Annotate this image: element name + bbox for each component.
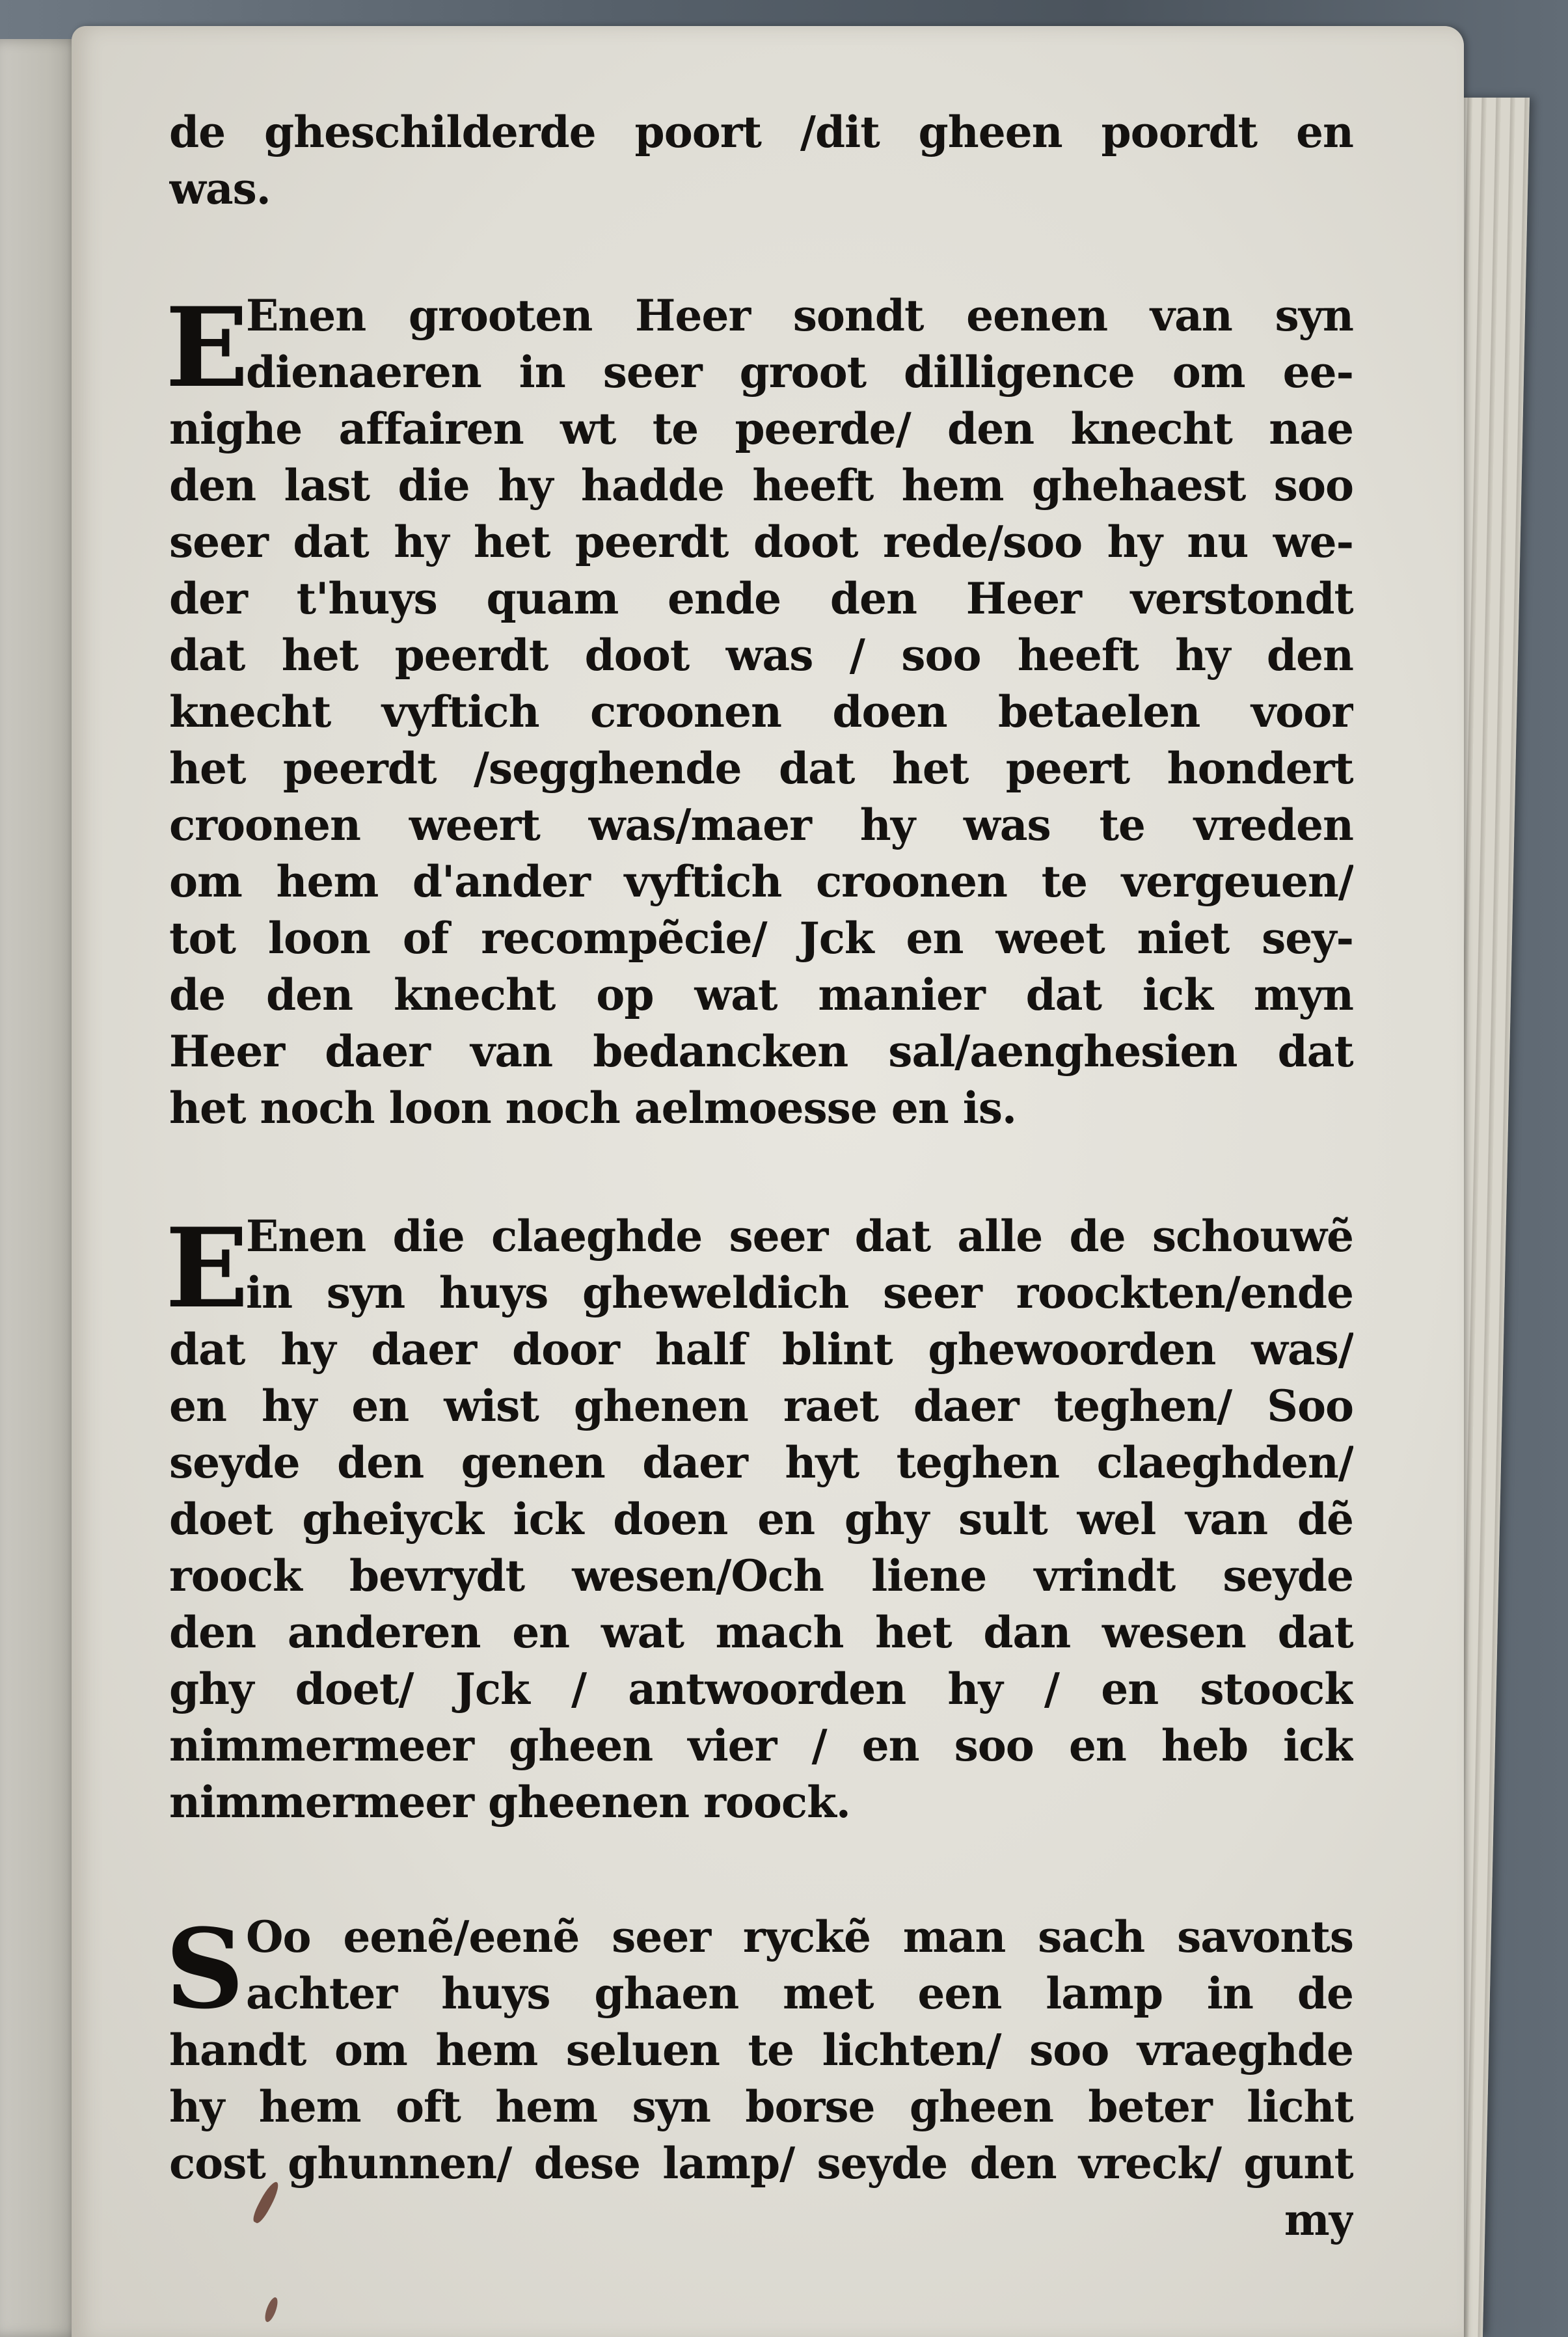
text-line: cost ghunnen/ dese lamp/ seyde den vreck/ gunt bbox=[169, 2138, 1353, 2189]
paragraph-anecdote-lamp bbox=[165, 1904, 1353, 2249]
opening-lines bbox=[169, 104, 1353, 217]
text-line: roock bevrydt wesen/Och liene vrindt seyde bbox=[169, 1550, 1353, 1601]
text-line: den last die hy hadde heeft hem ghehaest soo bbox=[169, 460, 1353, 511]
catchword: my bbox=[1284, 2195, 1353, 2245]
text-line: den anderen en wat mach het dan wesen dat bbox=[169, 1607, 1353, 1658]
text-line: het peerdt /segghende dat het peert hondert bbox=[169, 743, 1353, 794]
text-line: nighe affairen wt te peerde/ den knecht nae bbox=[169, 403, 1353, 454]
drop-cap: E bbox=[165, 283, 249, 412]
drop-cap: S bbox=[165, 1904, 244, 2033]
text-line: croonen weert was/maer hy was te vreden bbox=[169, 800, 1353, 850]
text-line: dat het peerdt doot was / soo heeft hy den bbox=[169, 630, 1353, 681]
text-line: achter huys ghaen met een lamp in de bbox=[246, 1968, 1353, 2019]
text-line: Heer daer van bedancken sal/aenghesien dat bbox=[169, 1026, 1353, 1077]
text-line: dat hy daer door half blint ghewoorden was/ bbox=[169, 1324, 1353, 1375]
text-line: in syn huys gheweldich seer roockten/ende bbox=[246, 1267, 1353, 1318]
text-line: der t'huys quam ende den Heer verstondt bbox=[169, 573, 1353, 624]
page-text bbox=[165, 104, 1353, 2249]
text-line: ghy doet/ Jck / antwoorden hy / en stoock bbox=[169, 1664, 1353, 1714]
text-line: was. bbox=[169, 163, 271, 214]
text-line: de den knecht op wat manier dat ick myn bbox=[169, 969, 1353, 1020]
text-line: het noch loon noch aelmoesse en is. bbox=[169, 1083, 1016, 1133]
text-line: doet gheiyck ick doen en ghy sult wel van dẽ bbox=[169, 1494, 1353, 1545]
text-line: om hem d'ander vyftich croonen te vergeuen/ bbox=[169, 856, 1353, 907]
text-line: knecht vyftich croonen doen betaelen voor bbox=[169, 686, 1353, 737]
text-line: handt om hem seluen te lichten/ soo vraeghde bbox=[169, 2025, 1353, 2075]
text-line: nimmermeer gheen vier / en soo en heb ick bbox=[169, 1720, 1353, 1771]
text-line: dienaeren in seer groot dilligence om ee- bbox=[246, 347, 1353, 398]
text-line: seer dat hy het peerdt doot rede/soo hy nu we- bbox=[169, 517, 1353, 567]
drop-cap: E bbox=[165, 1204, 249, 1332]
text-line: Enen die claeghde seer dat alle de schouwẽ bbox=[246, 1211, 1353, 1262]
ink-stain bbox=[263, 2296, 280, 2323]
text-line: Enen grooten Heer sondt eenen van syn bbox=[246, 290, 1353, 341]
text-line: en hy en wist ghenen raet daer teghen/ Soo bbox=[169, 1381, 1353, 1431]
text-line: hy hem oft hem syn borse gheen beter licht bbox=[169, 2081, 1353, 2132]
text-line: nimmermeer gheenen roock. bbox=[169, 1777, 850, 1828]
book-page bbox=[72, 26, 1464, 2337]
text-line: tot loon of recompẽcie/ Jck en weet niet sey- bbox=[169, 913, 1353, 964]
paragraph-anecdote-smoke bbox=[165, 1204, 1353, 1831]
text-line: seyde den genen daer hyt teghen claeghden/ bbox=[169, 1437, 1353, 1488]
text-line: Oo eenẽ/eenẽ seer ryckẽ man sach savonts bbox=[246, 1911, 1353, 1962]
text-line: de gheschilderde poort /dit gheen poordt en bbox=[169, 107, 1353, 157]
paragraph-anecdote-horse bbox=[165, 283, 1353, 1137]
